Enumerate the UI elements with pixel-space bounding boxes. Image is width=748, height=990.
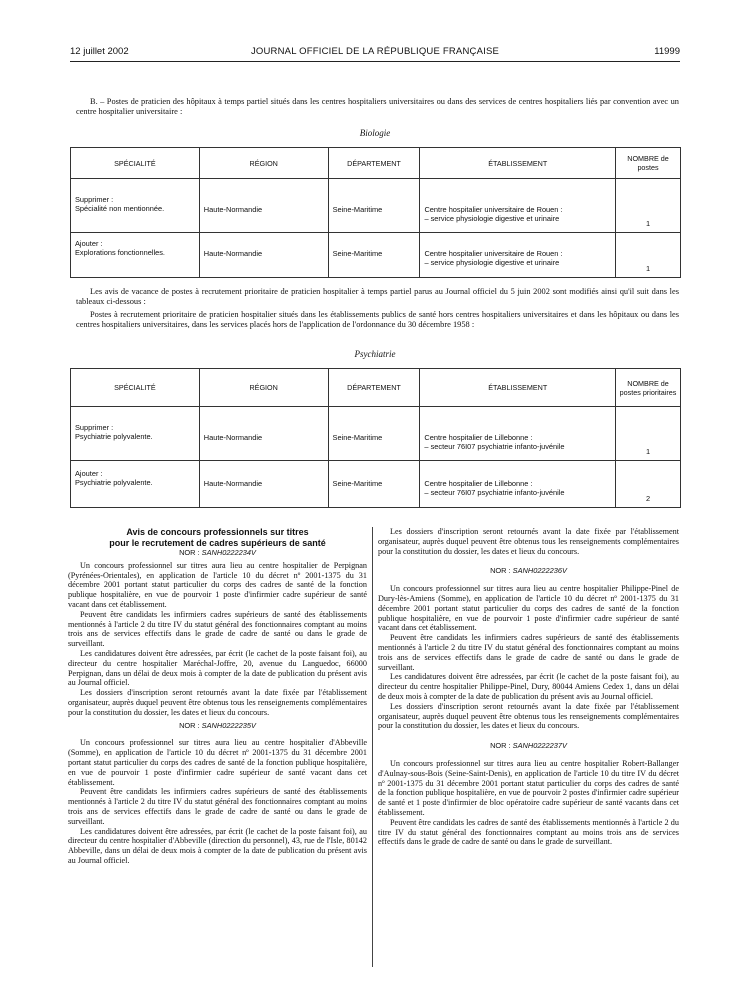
cell-region <box>199 407 328 461</box>
row-etab-line1: Centre hospitalier universitaire de Rouen : <box>424 205 563 214</box>
header-journal-title: JOURNAL OFFICIEL DE LA RÉPUBLIQUE FRANÇAISE <box>250 46 500 57</box>
avis-paragraph: Peuvent être candidats les infirmiers cadres supérieurs de santé des établissements mentionnés à l'article 2 du titre IV du statut général des fonctionnaires comptant au moins trois ans de services effectifs dans le grade de cadre de santé ou dans le grade de surveillant. <box>68 787 367 826</box>
cell-region <box>199 461 328 508</box>
row-specialite: Psychiatrie polyvalente. <box>75 478 153 487</box>
cell-specialite <box>71 407 200 461</box>
avis-paragraph: Un concours professionnel sur titres aura lieu au centre hospitalier d'Abbeville (Somme), en application de l'article 10 du décret nº 2001-1375 du 31 décembre 2001 portant statut particulier du corps des cadres de santé de la fonction publique hospitalière, en vue de pourvoir 1 poste d'infirmier cadre supérieur de santé vacant dans cet établissement. <box>68 738 367 787</box>
cell-etablissement <box>420 233 616 278</box>
col-region: RÉGION <box>199 369 328 407</box>
cell-departement <box>328 179 420 233</box>
avis-paragraph: Les dossiers d'inscription seront retournés avant la date fixée par l'établissement organisateur, auprès duquel peuvent être obtenus tous les renseignements complémentaires pour la constitution du dossier, les dates et lieux du concours. <box>378 527 679 556</box>
col-departement: DÉPARTEMENT <box>328 369 420 407</box>
table1-caption: Biologie <box>359 128 391 138</box>
nor-reference <box>378 566 679 576</box>
row-action: Supprimer : <box>75 423 114 432</box>
cell-departement <box>328 233 420 278</box>
nor-label: NOR : <box>490 741 511 751</box>
avis-title-line1: Avis de concours professionnels sur titres <box>126 527 309 537</box>
row-etab-line1: Centre hospitalier de Lillebonne : <box>424 433 533 442</box>
cell-nombre: 1 <box>616 407 681 461</box>
col-nombre: NOMBRE de postes <box>616 148 681 179</box>
cell-departement <box>328 461 420 508</box>
row-etab-line2: – secteur 76I07 psychiatrie infanto-juvénile <box>424 442 565 451</box>
intro-text: B. – Postes de praticien des hôpitaux à temps partiel situés dans les centres hospitaliers universitaires ou dans des services de centres hospitaliers liés par convention avec un centre hospitalier universitaire : <box>76 97 679 117</box>
cell-region <box>199 179 328 233</box>
cell-specialite <box>71 461 200 508</box>
table-row <box>71 407 681 461</box>
row-etab-line2: – service physiologie digestive et urinaire <box>424 258 560 267</box>
avis-paragraph: Peuvent être candidats les cadres de santé des établissements mentionnés à l'article 2 du titre IV du statut général des fonctionnaires comptant au moins trois ans de services effectifs dans le grade de cadre de santé ou dans le grade de surveillant. <box>378 817 679 847</box>
cell-etablissement <box>420 461 616 508</box>
cell-etablissement <box>420 407 616 461</box>
avis-paragraph: Les dossiers d'inscription seront retournés avant la date fixée par l'établissement organisateur, auprès duquel peuvent être obtenus tous les renseignements complémentaires pour la constitution du dossier, les dates et lieux du concours. <box>68 688 367 717</box>
row-region: Haute-Normandie <box>203 433 263 442</box>
avis-paragraph: Peuvent être candidats les infirmiers cadres supérieurs de santé des établissements mentionnés à l'article 2 du titre IV du statut général des fonctionnaires comptant au moins trois ans de services effectifs dans le grade de cadre de santé ou dans le grade de surveillant. <box>68 609 367 649</box>
col-specialite: SPÉCIALITÉ <box>71 148 200 179</box>
col-nombre: NOMBRE de postes prioritaires <box>616 369 681 407</box>
header-page-number: 11999 <box>654 46 680 57</box>
avis-title <box>68 527 367 548</box>
vacance-paragraph: Les avis de vacance de postes à recrutement prioritaire de praticien hospitalier à temps partiel parus au Journal officiel du 5 juin 2002 sont modifiés ainsi qu'il suit dans les tableaux ci-dessous : <box>76 287 679 307</box>
cell-nombre: 1 <box>616 233 681 278</box>
cell-departement <box>328 407 420 461</box>
row-etab-line1: Centre hospitalier universitaire de Rouen : <box>424 249 563 258</box>
nor-code: SANH0222235V <box>201 720 256 730</box>
cell-specialite <box>71 233 200 278</box>
table-row <box>71 461 681 508</box>
nor-code: SANH0222236V <box>512 566 567 576</box>
cell-nombre: 1 <box>616 179 681 233</box>
row-region: Haute-Normandie <box>203 479 263 488</box>
table-row <box>71 233 681 278</box>
row-action: Ajouter : <box>75 239 103 248</box>
col-region: RÉGION <box>199 148 328 179</box>
col-etablissement: ÉTABLISSEMENT <box>420 369 616 407</box>
row-region: Haute-Normandie <box>203 205 263 214</box>
row-etab-line2: – service physiologie digestive et urinaire <box>424 214 560 223</box>
cell-region <box>199 233 328 278</box>
col-etablissement: ÉTABLISSEMENT <box>420 148 616 179</box>
cell-etablissement <box>420 179 616 233</box>
row-specialite: Explorations fonctionnelles. <box>75 248 165 257</box>
cell-specialite <box>71 179 200 233</box>
avis-paragraph: Un concours professionnel sur titres aura lieu au centre hospitalier de Perpignan (Pyrénées-Orientales), en application de l'article 10 du décret nº 2001-1375 du 31 décembre 2001 portant statut particulier du corps des cadres de santé de la fonction publique hospitalière, en vue de pourvoir 1 poste d'infirmier cadre supérieur de santé vacant dans cet établissement. <box>68 560 367 609</box>
row-etab-line2: – secteur 76I07 psychiatrie infanto-juvénile <box>424 488 565 497</box>
table-row <box>71 179 681 233</box>
row-departement: Seine-Maritime <box>332 479 383 488</box>
col-specialite: SPÉCIALITÉ <box>71 369 200 407</box>
row-specialite: Psychiatrie polyvalente. <box>75 432 153 441</box>
nor-reference <box>68 721 367 731</box>
col-departement: DÉPARTEMENT <box>328 148 420 179</box>
nor-code: SANH0222237V <box>512 741 567 751</box>
nor-reference <box>378 741 679 751</box>
row-etab-line1: Centre hospitalier de Lillebonne : <box>424 479 533 488</box>
left-column <box>68 527 367 866</box>
nor-code: SANH0222234V <box>201 548 256 557</box>
modification-paragraphs <box>76 287 679 330</box>
avis-paragraph: Un concours professionnel sur titres aura lieu au centre hospitalier Robert-Ballanger d'Aulnay-sous-Bois (Seine-Saint-Denis), en application de l'article 10 du titre IV du décret nº 2001-1375 du 31 décembre 2001 portant statut particulier du corps des cadres de santé de la fonction publique hospitalière, en vue de pourvoir 2 postes d'infirmier cadre supérieur de santé et 1 poste d'infirmier de bloc opératoire cadre supérieur de santé vacants dans cet établissement. <box>378 758 679 817</box>
table-header-row <box>71 369 681 407</box>
row-action: Supprimer : <box>75 195 114 204</box>
avis-paragraph: Les dossiers d'inscription seront retournés avant la date fixée par l'établissement organisateur, auprès duquel peuvent être obtenus tous les renseignements complémentaires pour la constitution du dossier, les dates et lieux du concours. <box>378 701 679 731</box>
nor-label: NOR : <box>179 720 200 730</box>
intro-paragraph <box>76 97 679 118</box>
table-header-row <box>71 148 681 179</box>
header-rule <box>70 61 680 62</box>
avis-paragraph: Peuvent être candidats les infirmiers cadres supérieurs de santé des établissements mentionnés à l'article 2 du titre IV du statut général des fonctionnaires comptant au moins trois ans de services effectifs dans le grade de cadre de santé ou dans le grade de surveillant. <box>378 633 679 672</box>
column-divider <box>372 527 373 967</box>
avis-paragraph: Les candidatures doivent être adressées, par écrit (le cachet de la poste faisant foi), au directeur du centre hospitalier Maréchal-Joffre, 20, avenue du Languedoc, 66000 Perpignan, dans un délai de deux mois à compter de la date de publication du présent avis au Journal officiel. <box>68 648 367 688</box>
nor-reference <box>68 548 367 558</box>
table-psychiatrie <box>70 368 681 508</box>
cell-nombre: 2 <box>616 461 681 508</box>
row-action: Ajouter : <box>75 469 103 478</box>
nor-label: NOR : <box>490 566 511 576</box>
right-column <box>378 527 679 847</box>
table2-caption: Psychiatrie <box>354 349 396 359</box>
postes-paragraph: Postes à recrutement prioritaire de praticien hospitalier situés dans les établissements publics de santé hors centres hospitaliers universitaires et dans les hôpitaux ou dans les centres hospitaliers universitaires, dans les services placés hors de l'application de l'ordonnance du 30 décembre 1958 : <box>76 309 679 329</box>
table-biologie <box>70 147 681 278</box>
page-header <box>70 46 680 60</box>
row-departement: Seine-Maritime <box>332 205 383 214</box>
row-departement: Seine-Maritime <box>332 249 383 258</box>
avis-paragraph: Un concours professionnel sur titres aura lieu au centre hospitalier Philippe-Pinel de Dury-lès-Amiens (Somme), en application de l'article 10 du décret nº 2001-1375 du 31 décembre 2001 portant statut particulier du corps des cadres de santé de la fonction publique hospitalière, en vue de pourvoir 1 poste d'infirmier cadre supérieur de santé vacant dans cet établissement. <box>378 584 679 633</box>
avis-paragraph: Les candidatures doivent être adressées, par écrit (le cachet de la poste faisant foi), au directeur du centre hospitalier d'Abbeville (direction du personnel), 43, rue de l'Isle, 80142 Abbeville, dans un délai de deux mois à compter de la date de publication du présent avis au Journal officiel. <box>68 826 367 865</box>
avis-title-line2: pour le recrutement de cadres supérieurs de santé <box>109 537 326 548</box>
row-specialite: Spécialité non mentionnée. <box>75 204 165 213</box>
avis-paragraph: Les candidatures doivent être adressées, par écrit (le cachet de la poste faisant foi), au directeur du centre hospitalier Philippe-Pinel, Dury, 80044 Amiens Cedex 1, dans un délai de deux mois à compter de la date de publication du présent avis au Journal officiel. <box>378 672 679 701</box>
nor-label: NOR : <box>179 548 200 557</box>
row-departement: Seine-Maritime <box>332 433 383 442</box>
header-date: 12 juillet 2002 <box>70 46 129 57</box>
row-region: Haute-Normandie <box>203 249 263 258</box>
